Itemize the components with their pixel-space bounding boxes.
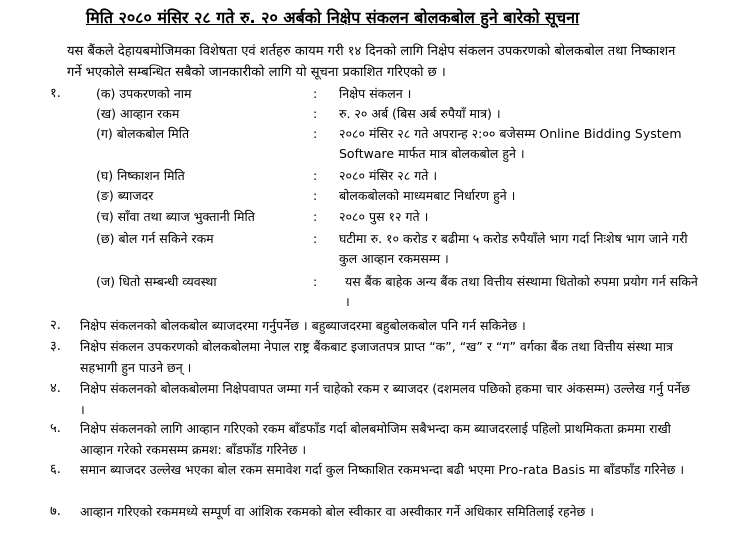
item-text: निक्षेप संकलनको लागि आव्हान गरिएको रकम बाँडफाँड गर्दा बोलबमोजिम सबैभन्दा कम ब्याजदरलाई पहिलो प्राथमिकता क्रममा राखी आव्हान गरेको रकमसम्म क्रमश: बाँडफाँड गरिनेछ । xyxy=(80,421,671,457)
row-value: रु. २० अर्ब (बिस अर्ब रुपैयाँ मात्र) । xyxy=(339,106,501,121)
row-label: (च) साँवा तथा ब्याज भुक्तानी मिति xyxy=(96,209,255,224)
item-number: १. xyxy=(50,86,61,101)
row-colon: : xyxy=(313,86,318,101)
row-value: यस बैंक बाहेक अन्य बैंक तथा वित्तीय संस्थामा धितोको रुपमा प्रयोग गर्न सकिने । xyxy=(345,274,698,309)
item-1-row-kha xyxy=(0,104,734,124)
row-label: (ज) धितो सम्बन्धी व्यवस्था xyxy=(96,274,217,289)
item-number: २. xyxy=(50,318,61,333)
item-text: समान ब्याजदर उल्लेख भएका बोल रकम समावेश गर्दा कुल निष्काशित रकमभन्दा बढी भएमा Pro-rata Basis मा बाँडफाँड गरिनेछ । xyxy=(80,462,685,477)
item-1 xyxy=(0,84,734,104)
row-value: निक्षेप संकलन । xyxy=(339,86,412,101)
row-label: (घ) निष्काशन मिति xyxy=(96,168,185,183)
row-colon: : xyxy=(313,188,318,203)
row-label: (क) उपकरणको नाम xyxy=(96,86,192,101)
item-1-row-nga xyxy=(0,186,734,206)
intro-paragraph: यस बैंकले देहायबमोजिमका विशेषता एवं शर्तहरु कायम गरी १४ दिनको लागि निक्षेप संकलन उपकरणको बोलकबोल तथा निष्काशन गर्ने भएकोले सम्बन्धित सबैको जानकारीको लागि यो सूचना प्रकाशित गरिएको छ । xyxy=(67,44,676,80)
row-label: (ङ) ब्याजदर xyxy=(96,188,154,203)
item-text: निक्षेप संकलन उपकरणको बोलकबोलमा नेपाल राष्ट्र बैंकबाट इजाजतपत्र प्राप्त “क”, “ख” र “ग” वर्गका बैंक तथा वित्तीय संस्था मात्र सहभागी हुन पाउने छन् । xyxy=(80,339,673,375)
row-value: २०८० मंसिर २८ गते अपरान्ह २:०० बजेसम्म Online Bidding System Software मार्फत मात्र बोलकबोल हुने । xyxy=(339,126,682,161)
item-1-row-ga xyxy=(0,124,734,166)
item-text: निक्षेप संकलनको बोलकबोलमा निक्षेपवापत जम्मा गर्न चाहेको रकम र ब्याजदर (दशमलव पछिको हकमा चार अंकसम्म) उल्लेख गर्नु पर्नेछ । xyxy=(80,381,690,417)
item-number: ७. xyxy=(50,504,61,519)
row-colon: : xyxy=(313,126,318,141)
row-colon: : xyxy=(313,274,318,289)
item-text: निक्षेप संकलनको बोलकबोल ब्याजदरमा गर्नुपर्नेछ । बहुब्याजदरमा बहुबोलकबोल पनि गर्न सकिनेछ । xyxy=(80,318,526,333)
item-number: ५. xyxy=(50,421,61,436)
row-colon: : xyxy=(313,168,318,183)
item-1-row-chha xyxy=(0,229,734,271)
row-value: २०८० मंसिर २८ गते । xyxy=(339,168,438,183)
item-1-row-ja xyxy=(0,272,734,314)
row-value: २०८० पुस १२ गते । xyxy=(339,209,429,224)
item-number: ३. xyxy=(50,339,61,354)
row-colon: : xyxy=(313,106,318,121)
row-value: बोलकबोलको माध्यमबाट निर्धारण हुने । xyxy=(339,188,516,203)
item-1-row-cha xyxy=(0,207,734,227)
row-colon: : xyxy=(313,231,318,246)
row-value: घटीमा रु. १० करोड र बढीमा ५ करोड रुपैयाँले भाग गर्दा निःशेष भाग जाने गरी कुल आव्हान रकमसम्म । xyxy=(339,231,688,266)
row-label: (ग) बोलकबोल मिति xyxy=(96,126,190,141)
item-text: आव्हान गरिएको रकममध्ये सम्पूर्ण वा आंशिक रकमको बोल स्वीकार वा अस्वीकार गर्ने अधिकार समितिलाई रहनेछ । xyxy=(80,504,595,519)
item-number: ६. xyxy=(50,462,61,477)
item-1-row-gha xyxy=(0,166,734,186)
item-number: ४. xyxy=(50,381,61,396)
row-colon: : xyxy=(313,209,318,224)
row-label: (ख) आव्हान रकम xyxy=(96,106,180,121)
row-label: (छ) बोल गर्न सकिने रकम xyxy=(96,231,214,246)
notice-title: मिति २०८० मंसिर २८ गते रु. २० अर्बको निक्षेप संकलन बोलकबोल हुने बारेको सूचना xyxy=(86,8,580,27)
